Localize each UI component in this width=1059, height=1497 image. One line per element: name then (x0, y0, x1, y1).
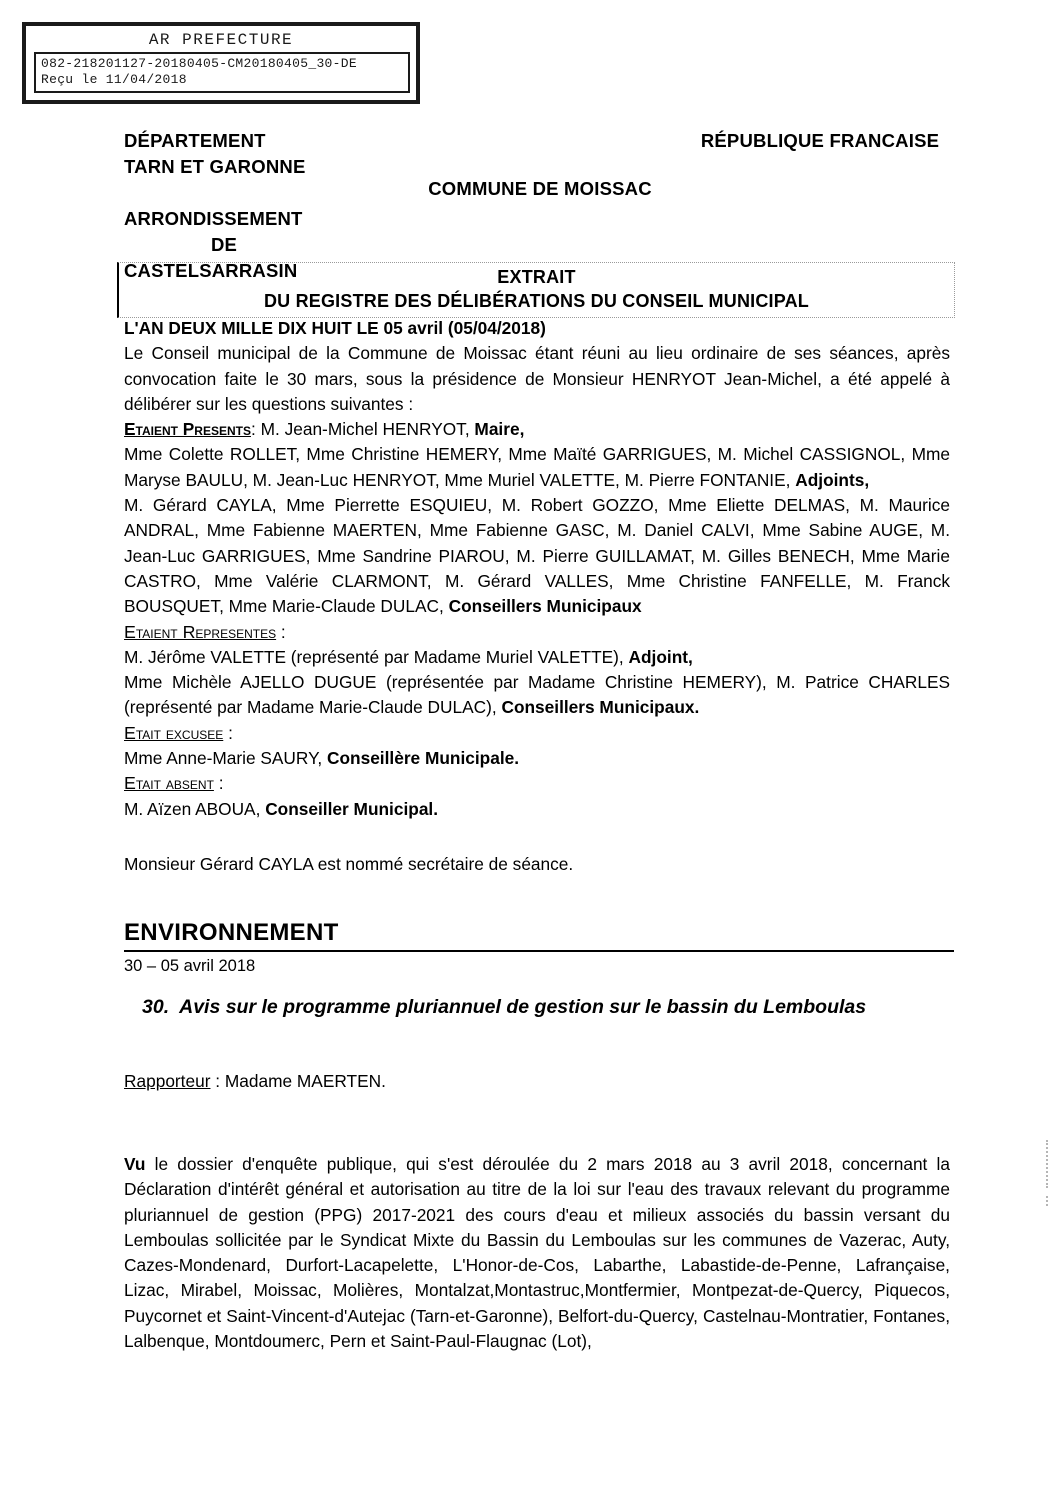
extrait-subtitle: DU REGISTRE DES DÉLIBÉRATIONS DU CONSEIL MUNICIPAL (263, 291, 810, 311)
represente-1-title: Adjoint, (628, 646, 693, 667)
excusee-label: Etait excusee (124, 722, 224, 743)
absent-colon: : (213, 773, 224, 794)
excusee-colon: : (223, 722, 233, 743)
section-divider (124, 950, 954, 952)
presents-mayor: : M. Jean-Michel HENRYOT, (250, 419, 475, 440)
deliberation-body (124, 316, 950, 877)
excusee-name: Mme Anne-Marie SAURY, (124, 748, 327, 769)
adjoints-list: Mme Colette ROLLET, Mme Christine HEMERY, Mme Maïté GARRIGUES, M. Michel CASSIGNOL, Mme Maryse BAULU, M. Jean-Luc HENRYOT, Mme Muriel VALETTE, M. Pierre FONTANIE, (124, 444, 950, 490)
convocation-paragraph: Le Conseil municipal de la Commune de Moissac étant réuni au lieu ordinaire de ses séances, après convocation faite le 30 mars, sous la présidence de Monsieur HENRYOT Jean-Michel, a été appelé à délibérer sur les questions suivantes : (124, 343, 950, 414)
extrait-title: EXTRAIT (497, 267, 576, 287)
secretary-line: Monsieur Gérard CAYLA est nommé secrétaire de séance. (124, 853, 574, 874)
vu-paragraph (124, 1152, 950, 1354)
section-date: 30 – 05 avril 2018 (124, 957, 256, 975)
rapporteur-value: : Madame MAERTEN. (210, 1071, 386, 1091)
represente-2-text: Mme Michèle AJELLO DUGUE (représentée par Madame Christine HEMERY), M. Patrice CHARLES (représenté par Madame Marie-Claude DULAC), (124, 672, 950, 718)
excusee-heading (124, 721, 950, 746)
departement-name: TARN ET GARONNE (124, 156, 306, 177)
representes-colon: : (276, 621, 286, 642)
represente-2-block (124, 670, 950, 721)
represente-2-title: Conseillers Municipaux. (501, 697, 700, 718)
absent-block (124, 797, 950, 822)
environnement-section (124, 918, 954, 1354)
margin-mark-lower (1046, 1196, 1050, 1206)
presents-block (124, 417, 950, 442)
conseillers-block (124, 493, 950, 619)
section-title: ENVIRONNEMENT (124, 919, 339, 946)
absent-name: M. Aïzen ABOUA, (124, 798, 266, 819)
arrondissement-name: CASTELSARRASIN (124, 260, 298, 281)
representes-label: Etaient Representes (124, 621, 277, 642)
adjoints-block (124, 442, 950, 493)
represente-1-text: M. Jérôme VALETTE (représenté par Madame Muriel VALETTE), (124, 646, 629, 667)
absent-title: Conseiller Municipal. (265, 798, 439, 819)
arrondissement-label: ARRONDISSEMENT (124, 208, 303, 229)
republic-label: RÉPUBLIQUE FRANCAISE (700, 130, 940, 151)
excusee-block (124, 746, 950, 771)
presents-mayor-title: Maire, (474, 419, 525, 440)
adjoints-title: Adjoints, (795, 469, 870, 490)
conseillers-list: M. Gérard CAYLA, Mme Pierrette ESQUIEU, M. Robert GOZZO, Mme Eliette DELMAS, M. Maurice ANDRAL, Mme Fabienne MAERTEN, Mme Fabienne GASC, M. Daniel CALVI, Mme Sabine AUGE, M. Jean-Luc GARRIGUES, Mme Sandrine PIAROU, M. Pierre GUILLAMAT, M. Gilles BENECH, Mme Marie CASTRO, Mme Valérie CLARMONT, M. Gérard VALLES, Mme Christine FANFELLE, M. Franck BOUSQUET, Mme Marie-Claude DULAC, (124, 495, 950, 617)
departement-label: DÉPARTEMENT (124, 130, 266, 151)
stamp-received-date: Reçu le 11/04/2018 (41, 72, 187, 87)
commune-label: COMMUNE DE MOISSAC (428, 178, 652, 199)
deliberation-number: 30. (142, 996, 170, 1018)
vu-lead: Vu (124, 1154, 146, 1174)
represente-1-block (124, 645, 950, 670)
absent-label: Etait absent (124, 773, 214, 794)
stamp-reference-box (34, 52, 410, 93)
representes-heading (124, 620, 950, 645)
stamp-title: AR PREFECTURE (148, 31, 294, 49)
extrait-box (117, 262, 955, 318)
year-line: L'AN DEUX MILLE DIX HUIT LE 05 avril (05/04/2018) (124, 318, 546, 338)
stamp-reference: 082-218201127-20180405-CM20180405_30-DE (41, 56, 357, 71)
deliberation-title-block (142, 994, 942, 1021)
excusee-title: Conseillère Municipale. (326, 748, 520, 769)
conseillers-title: Conseillers Municipaux (448, 596, 642, 617)
spacer (124, 822, 950, 852)
rapporteur-line (124, 1069, 954, 1094)
presents-label: Etaient Presents (124, 419, 251, 440)
ar-prefecture-stamp (22, 22, 420, 104)
deliberation-title-text: Avis sur le programme pluriannuel de gestion sur le bassin du Lemboulas (179, 996, 867, 1018)
header-left-block (124, 128, 454, 284)
margin-mark-upper (1046, 1140, 1050, 1188)
absent-heading (124, 771, 950, 796)
rapporteur-label: Rapporteur (124, 1071, 211, 1091)
arrondissement-de: DE (210, 234, 238, 255)
vu-text: le dossier d'enquête publique, qui s'est déroulée du 2 mars 2018 au 3 avril 2018, concernant la Déclaration d'intérêt général et autorisation au titre de la loi sur l'eau des travaux relevant du programme pluriannuel de gestion (PPG) 2017-2021 des cours d'eau et milieux associés du bassin versant du Lemboulas sollicitée par le Syndicat Mixte du Bassin du Lemboulas sur les communes de Vazerac, Auty, Cazes-Mondenard, Durfort-Lacapelette, L'Honor-de-Cos, Labarthe, Labastide-de-Penne, Lafrançaise, Lizac, Mirabel, Moissac, Molières, Montalzat,Montastruc,Montfermier, Montpezat-de-Quercy, Piquecos, Puycornet et Saint-Vincent-d'Autejac (Tarn-et-Garonne), Belfort-du-Quercy, Castelnau-Montratier, Fontanes, Lalbenque, Montdoumerc, Pern et Saint-Paul-Flaugnac (Lot), (124, 1154, 950, 1352)
